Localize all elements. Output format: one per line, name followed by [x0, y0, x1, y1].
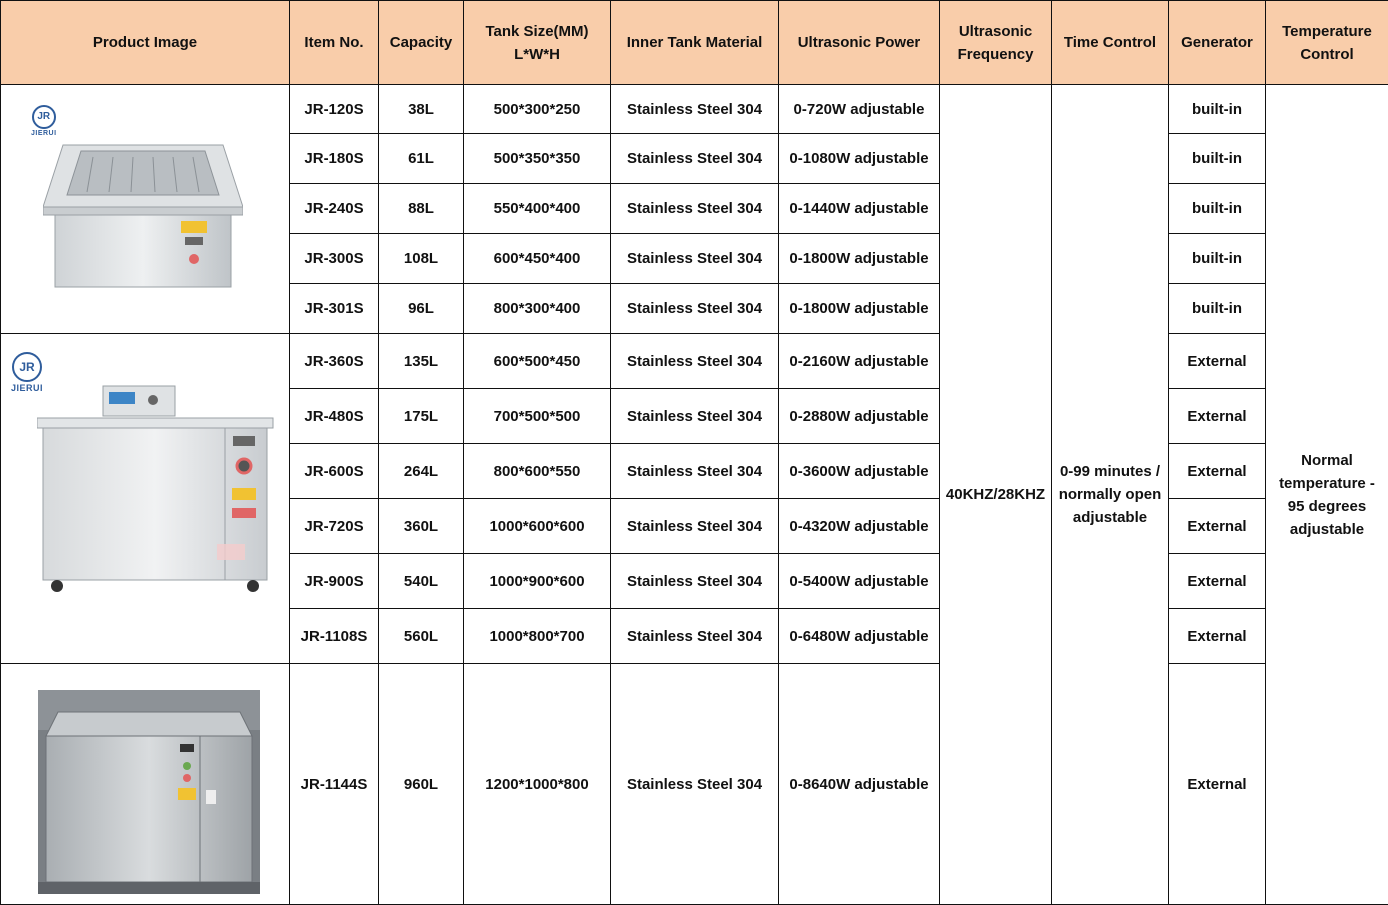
time-control-line2: normally open [1059, 486, 1162, 503]
tank-size-cell: 1200*1000*800 [464, 664, 611, 905]
generator-cell: External [1169, 389, 1266, 444]
header-tank-size-line1: Tank Size(MM) [485, 23, 588, 40]
product-image-cell-medium [1, 334, 290, 664]
header-temperature-line1: Temperature [1282, 23, 1372, 40]
item-no-cell: JR-300S [290, 234, 379, 284]
material-cell: Stainless Steel 304 [611, 134, 779, 184]
item-no-cell: JR-480S [290, 389, 379, 444]
power-cell: 0-5400W adjustable [779, 554, 940, 609]
tank-size-cell: 600*450*400 [464, 234, 611, 284]
material-cell: Stainless Steel 304 [611, 609, 779, 664]
capacity-cell: 960L [379, 664, 464, 905]
item-no-cell: JR-900S [290, 554, 379, 609]
material-cell: Stainless Steel 304 [611, 389, 779, 444]
small-ultrasonic-cleaner-image [43, 137, 243, 297]
tank-size-cell: 1000*600*600 [464, 499, 611, 554]
material-cell: Stainless Steel 304 [611, 554, 779, 609]
item-no-cell: JR-240S [290, 184, 379, 234]
temperature-line4: adjustable [1290, 521, 1364, 538]
tank-size-cell: 550*400*400 [464, 184, 611, 234]
product-image-cell-small [1, 85, 290, 334]
temperature-line2: temperature - [1279, 475, 1375, 492]
header-tank-size-line2: L*W*H [514, 46, 560, 63]
material-cell: Stainless Steel 304 [611, 334, 779, 389]
material-cell: Stainless Steel 304 [611, 444, 779, 499]
item-no-cell: JR-180S [290, 134, 379, 184]
generator-cell: built-in [1169, 284, 1266, 334]
jierui-logo-text: JIERUI [31, 130, 57, 137]
header-power: Ultrasonic Power [779, 1, 940, 85]
capacity-cell: 61L [379, 134, 464, 184]
tank-size-cell: 700*500*500 [464, 389, 611, 444]
power-cell: 0-1800W adjustable [779, 234, 940, 284]
header-product-image: Product Image [1, 1, 290, 85]
power-cell: 0-1080W adjustable [779, 134, 940, 184]
header-time-control: Time Control [1052, 1, 1169, 85]
capacity-cell: 560L [379, 609, 464, 664]
generator-cell: built-in [1169, 184, 1266, 234]
power-cell: 0-1800W adjustable [779, 284, 940, 334]
power-cell: 0-1440W adjustable [779, 184, 940, 234]
power-cell: 0-8640W adjustable [779, 664, 940, 905]
tank-size-cell: 1000*800*700 [464, 609, 611, 664]
temperature-control-cell [1266, 85, 1388, 905]
material-cell: Stainless Steel 304 [611, 234, 779, 284]
tank-size-cell: 1000*900*600 [464, 554, 611, 609]
tank-size-cell: 500*350*350 [464, 134, 611, 184]
xl-ultrasonic-cleaner-photo [38, 690, 260, 894]
table-row [1, 664, 1388, 905]
time-control-line1: 0-99 minutes / [1060, 463, 1160, 480]
time-control-line3: adjustable [1073, 509, 1147, 526]
item-no-cell: JR-301S [290, 284, 379, 334]
temperature-line3: 95 degrees [1288, 498, 1366, 515]
capacity-cell: 264L [379, 444, 464, 499]
material-cell: Stainless Steel 304 [611, 184, 779, 234]
header-temperature-line2: Control [1300, 46, 1353, 63]
header-frequency-line1: Ultrasonic [959, 23, 1032, 40]
power-cell: 0-4320W adjustable [779, 499, 940, 554]
jierui-logo [31, 105, 57, 137]
generator-cell: External [1169, 554, 1266, 609]
material-cell: Stainless Steel 304 [611, 499, 779, 554]
temperature-line1: Normal [1301, 452, 1353, 469]
table-row [1, 334, 1388, 389]
item-no-cell: JR-1144S [290, 664, 379, 905]
material-cell: Stainless Steel 304 [611, 85, 779, 134]
generator-cell: built-in [1169, 85, 1266, 134]
item-no-cell: JR-600S [290, 444, 379, 499]
capacity-cell: 38L [379, 85, 464, 134]
capacity-cell: 360L [379, 499, 464, 554]
header-frequency [940, 1, 1052, 85]
item-no-cell: JR-120S [290, 85, 379, 134]
header-temperature [1266, 1, 1388, 85]
power-cell: 0-2880W adjustable [779, 389, 940, 444]
tank-size-cell: 600*500*450 [464, 334, 611, 389]
header-tank-size [464, 1, 611, 85]
table-row [1, 85, 1388, 134]
generator-cell: External [1169, 609, 1266, 664]
jierui-logo-mark: JR [32, 105, 56, 129]
generator-cell: External [1169, 664, 1266, 905]
jierui-logo-mark: JR [12, 352, 42, 382]
frequency-cell: 40KHZ/28KHZ [940, 85, 1052, 905]
item-no-cell: JR-1108S [290, 609, 379, 664]
capacity-cell: 88L [379, 184, 464, 234]
tank-size-cell: 800*300*400 [464, 284, 611, 334]
product-image-cell-xl [1, 664, 290, 905]
power-cell: 0-720W adjustable [779, 85, 940, 134]
material-cell: Stainless Steel 304 [611, 284, 779, 334]
power-cell: 0-6480W adjustable [779, 609, 940, 664]
header-inner-tank: Inner Tank Material [611, 1, 779, 85]
item-no-cell: JR-720S [290, 499, 379, 554]
generator-cell: External [1169, 334, 1266, 389]
header-capacity: Capacity [379, 1, 464, 85]
tank-size-cell: 500*300*250 [464, 85, 611, 134]
jierui-logo-text: JIERUI [11, 383, 43, 393]
capacity-cell: 96L [379, 284, 464, 334]
capacity-cell: 540L [379, 554, 464, 609]
power-cell: 0-2160W adjustable [779, 334, 940, 389]
capacity-cell: 175L [379, 389, 464, 444]
capacity-cell: 108L [379, 234, 464, 284]
time-control-cell [1052, 85, 1169, 905]
generator-cell: External [1169, 444, 1266, 499]
header-generator: Generator [1169, 1, 1266, 85]
header-item-no: Item No. [290, 1, 379, 85]
capacity-cell: 135L [379, 334, 464, 389]
generator-cell: built-in [1169, 134, 1266, 184]
tank-size-cell: 800*600*550 [464, 444, 611, 499]
generator-cell: External [1169, 499, 1266, 554]
power-cell: 0-3600W adjustable [779, 444, 940, 499]
header-row [1, 1, 1388, 85]
material-cell: Stainless Steel 304 [611, 664, 779, 905]
large-ultrasonic-cleaner-image [37, 384, 277, 614]
header-frequency-line2: Frequency [958, 46, 1034, 63]
item-no-cell: JR-360S [290, 334, 379, 389]
generator-cell: built-in [1169, 234, 1266, 284]
